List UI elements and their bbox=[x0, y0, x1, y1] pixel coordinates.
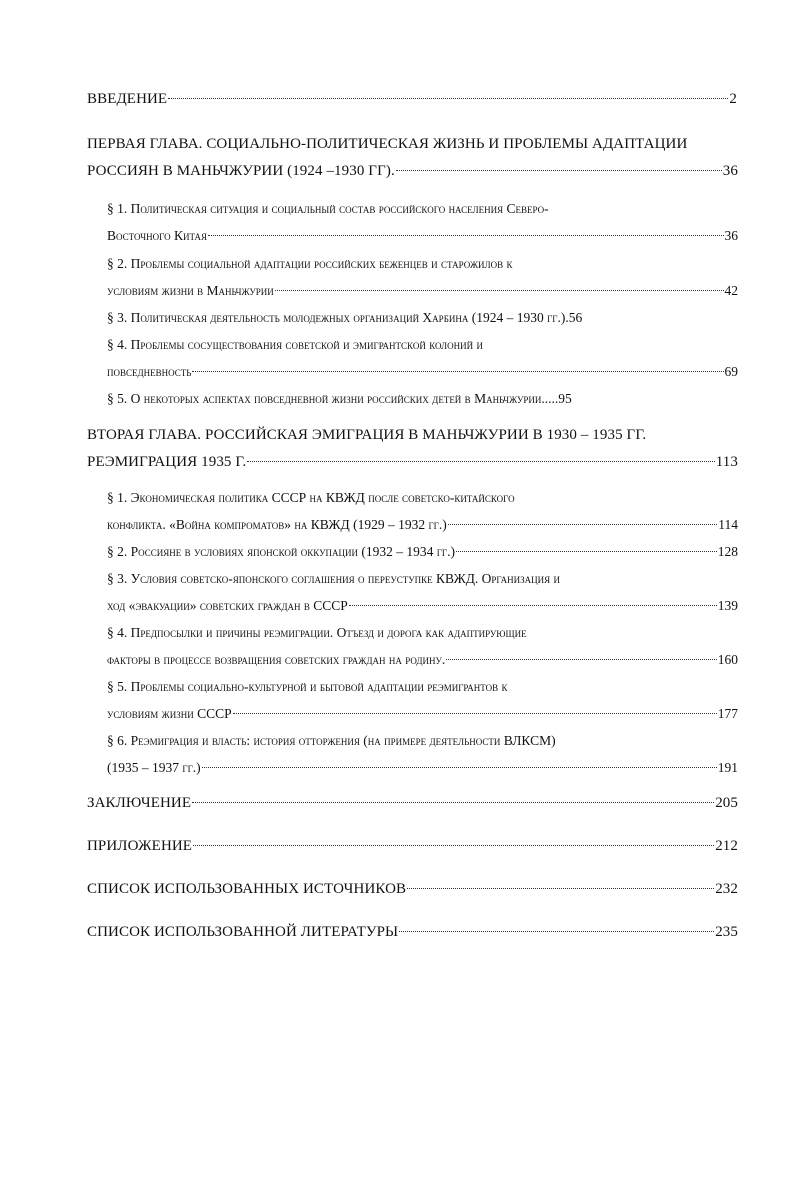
toc-entry-appendix[interactable] bbox=[87, 838, 738, 855]
toc-page-number: 113 bbox=[715, 454, 738, 470]
dot-leader bbox=[192, 371, 723, 372]
toc-page-number: 128 bbox=[717, 544, 738, 559]
toc-entry-conclusion[interactable] bbox=[87, 795, 738, 812]
toc-entry-title: СПИСОК ИСПОЛЬЗОВАННЫХ ИСТОЧНИКОВ bbox=[87, 881, 407, 897]
toc-page-number: 42 bbox=[724, 283, 738, 298]
toc-entry-section-1-3[interactable] bbox=[107, 310, 738, 326]
section-title-cont: конфликта. «Война компроматов» на КВЖД (1929 – 1932 гг.) bbox=[107, 517, 447, 532]
toc-page-number: 235 bbox=[715, 924, 738, 940]
section-2-5-title[interactable]: § 5. Проблемы социально-культурной и бытовой адаптации реэмигрантов к bbox=[107, 679, 508, 694]
section-2-6-title[interactable]: § 6. Реэмиграция и власть: история отторжения (на примере деятельности ВЛКСМ) bbox=[107, 733, 556, 748]
toc-entry-section-2-4[interactable] bbox=[107, 652, 738, 668]
section-title-cont: условиям жизни в Маньчжурии bbox=[107, 283, 274, 298]
dot-leader bbox=[208, 235, 723, 236]
chapter-1-title[interactable]: ПЕРВАЯ ГЛАВА. СОЦИАЛЬНО-ПОЛИТИЧЕСКАЯ ЖИЗНЬ И ПРОБЛЕМЫ АДАПТАЦИИ bbox=[87, 136, 688, 152]
toc-entry-literature[interactable] bbox=[87, 924, 738, 941]
dot-leader bbox=[192, 802, 714, 803]
toc-page-number: 160 bbox=[717, 652, 738, 667]
dot-leader bbox=[448, 524, 718, 525]
dot-leader bbox=[275, 290, 724, 291]
dot-leader bbox=[233, 713, 717, 714]
section-2-4-title[interactable]: § 4. Предпосылки и причины реэмиграции. Отъезд и дорога как адаптирующие bbox=[107, 625, 527, 640]
dot-leader bbox=[446, 659, 716, 660]
dot-leader bbox=[168, 98, 728, 99]
dot-leader bbox=[399, 931, 714, 932]
section-title: § 3. Политическая деятельность молодежных организаций Харбина (1924 – 1930 гг.) bbox=[107, 310, 566, 325]
toc-entry-title: ВВЕДЕНИЕ bbox=[87, 91, 168, 107]
section-title: § 5. О некоторых аспектах повседневной жизни российских детей в Маньчжурии bbox=[107, 391, 542, 406]
toc-entry-title: ЗАКЛЮЧЕНИЕ bbox=[87, 795, 192, 811]
section-title: § 2. Россияне в условиях японской оккупации (1932 – 1934 гг.) bbox=[107, 544, 456, 559]
toc-page-number: 232 bbox=[715, 881, 738, 897]
toc-page-number: 139 bbox=[717, 598, 738, 613]
dot-leader bbox=[407, 888, 714, 889]
toc-entry-section-2-2[interactable] bbox=[107, 544, 738, 560]
section-1-1-title[interactable]: § 1. Политическая ситуация и социальный состав российского населения Северо- bbox=[107, 201, 549, 216]
toc-entry-chapter-1[interactable] bbox=[87, 163, 738, 180]
toc-page-number: 36 bbox=[722, 163, 738, 179]
toc-page-number: 2 bbox=[729, 91, 737, 107]
dot-leader bbox=[247, 461, 714, 462]
toc-entry-sources[interactable] bbox=[87, 881, 738, 898]
toc-entry-chapter-2[interactable] bbox=[87, 454, 738, 471]
section-title-cont: условиям жизни СССР bbox=[107, 706, 232, 721]
section-2-3-title[interactable]: § 3. Условия советско-японского соглашения о переуступке КВЖД. Организация и bbox=[107, 571, 561, 586]
dot-leader bbox=[193, 845, 714, 846]
toc-page-number: 191 bbox=[717, 760, 738, 775]
section-title-cont: повседневность bbox=[107, 364, 192, 379]
toc-page-number: .....95 bbox=[541, 391, 572, 406]
dot-leader bbox=[456, 551, 717, 552]
toc-page-number: 205 bbox=[715, 795, 738, 811]
section-title-cont: Восточного Китая bbox=[107, 228, 208, 243]
toc-page-number: 212 bbox=[715, 838, 738, 854]
section-title-cont: (1935 – 1937 гг.) bbox=[107, 760, 201, 775]
chapter-1-title-cont: РОССИЯН В МАНЬЧЖУРИИ (1924 –1930 ГГ). bbox=[87, 163, 395, 179]
chapter-2-title[interactable]: ВТОРАЯ ГЛАВА. РОССИЙСКАЯ ЭМИГРАЦИЯ В МАНЬЧЖУРИИ В 1930 – 1935 ГГ. bbox=[87, 427, 647, 443]
toc-entry-section-1-5[interactable] bbox=[107, 391, 738, 407]
toc-entry-title: СПИСОК ИСПОЛЬЗОВАННОЙ ЛИТЕРАТУРЫ bbox=[87, 924, 399, 940]
toc-page-number: 36 bbox=[724, 228, 738, 243]
section-1-2-title[interactable]: § 2. Проблемы социальной адаптации российских беженцев и старожилов к bbox=[107, 256, 513, 271]
dot-leader bbox=[202, 767, 717, 768]
dot-leader bbox=[349, 605, 717, 606]
toc-entry-section-1-2[interactable] bbox=[107, 283, 738, 299]
toc-entry-section-2-1[interactable] bbox=[107, 517, 738, 533]
toc-entry-title: ПРИЛОЖЕНИЕ bbox=[87, 838, 193, 854]
section-2-1-title[interactable]: § 1. Экономическая политика СССР на КВЖД после советско-китайского bbox=[107, 490, 515, 505]
toc-page-number: .56 bbox=[565, 310, 583, 325]
toc-entry-section-1-1[interactable] bbox=[107, 228, 738, 244]
toc-page-number: 114 bbox=[718, 517, 738, 532]
toc-entry-intro[interactable] bbox=[87, 91, 737, 108]
section-title-cont: ход «эвакуации» советских граждан в СССР bbox=[107, 598, 348, 613]
toc-page-number: 69 bbox=[724, 364, 738, 379]
toc-page-number: 177 bbox=[717, 706, 738, 721]
dot-leader bbox=[396, 170, 722, 171]
toc-entry-section-2-5[interactable] bbox=[107, 706, 738, 722]
toc-entry-section-2-6[interactable] bbox=[107, 760, 738, 776]
toc-entry-section-2-3[interactable] bbox=[107, 598, 738, 614]
section-title-cont: факторы в процессе возвращения советских граждан на родину. bbox=[107, 652, 446, 667]
section-1-4-title[interactable]: § 4. Проблемы сосуществования советской и эмигрантской колоний и bbox=[107, 337, 484, 352]
toc-entry-section-1-4[interactable] bbox=[107, 364, 738, 380]
chapter-2-title-cont: РЕЭМИГРАЦИЯ 1935 Г. bbox=[87, 454, 247, 470]
